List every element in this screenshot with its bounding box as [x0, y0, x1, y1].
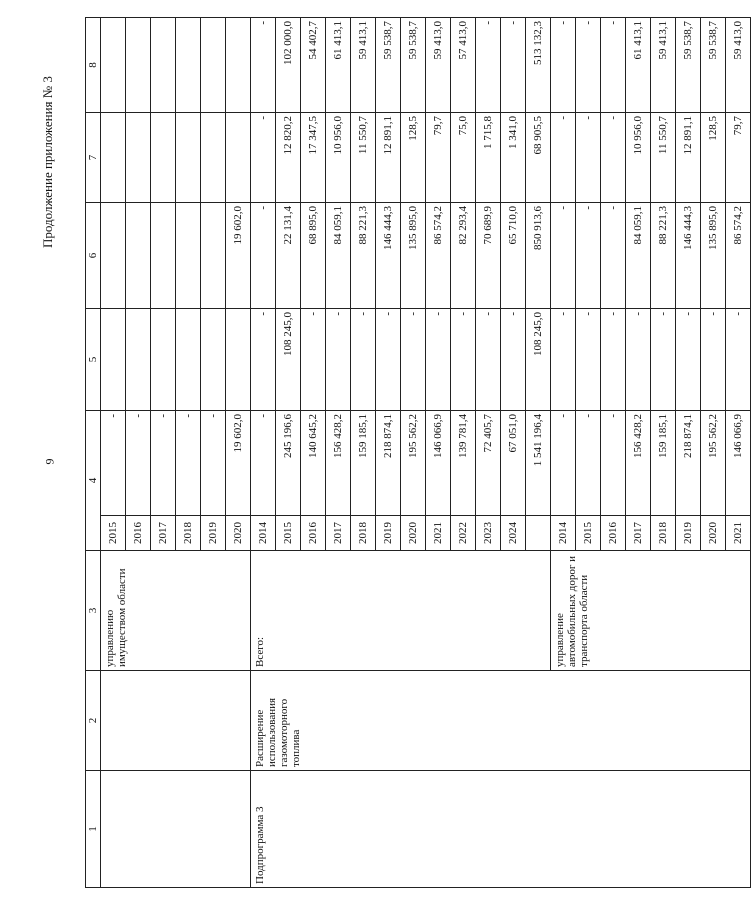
total-amount-cell: 245 196,6	[276, 411, 301, 516]
local-budget-cell: 79,7	[726, 113, 751, 203]
year-cell: 2019	[676, 516, 701, 551]
column-number: 7	[86, 113, 101, 203]
other-sources-cell: -	[476, 18, 501, 113]
federal-budget-cell: -	[426, 309, 451, 411]
column-number: 8	[86, 18, 101, 113]
other-sources-cell: 61 413,1	[626, 18, 651, 113]
year-cell: 2015	[576, 516, 601, 551]
year-cell: 2015	[276, 516, 301, 551]
local-budget-cell: 68 905,5	[526, 113, 551, 203]
total-amount-cell: 146 066,9	[426, 411, 451, 516]
federal-budget-cell: -	[726, 309, 751, 411]
year-cell: 2019	[376, 516, 401, 551]
local-budget-cell: -	[551, 113, 576, 203]
column-number-row	[86, 18, 101, 888]
regional-budget-cell: 88 221,3	[651, 203, 676, 309]
total-amount-cell: -	[551, 411, 576, 516]
federal-budget-cell: -	[601, 309, 626, 411]
federal-budget-cell	[176, 309, 201, 411]
other-sources-cell: 61 413,1	[326, 18, 351, 113]
other-sources-cell: 59 538,7	[401, 18, 426, 113]
federal-budget-cell	[101, 309, 126, 411]
subprogram-cell: Подпрограмма 3	[251, 771, 751, 888]
regional-budget-cell	[176, 203, 201, 309]
regional-budget-cell: -	[601, 203, 626, 309]
federal-budget-cell: -	[301, 309, 326, 411]
year-cell: 2015	[101, 516, 126, 551]
total-amount-cell: 1 541 196,4	[526, 411, 551, 516]
other-sources-cell	[101, 18, 126, 113]
other-sources-cell: -	[576, 18, 601, 113]
other-sources-cell: -	[551, 18, 576, 113]
program-funding-table	[85, 17, 751, 888]
regional-budget-cell: 86 574,2	[726, 203, 751, 309]
other-sources-cell: -	[251, 18, 276, 113]
total-label-cell: Всего:	[251, 551, 551, 671]
local-budget-cell	[126, 113, 151, 203]
regional-budget-cell: 70 689,9	[476, 203, 501, 309]
responsible-cell: управлению имуществом области	[101, 551, 251, 671]
local-budget-cell: 10 956,0	[326, 113, 351, 203]
local-budget-cell	[151, 113, 176, 203]
other-sources-cell: -	[601, 18, 626, 113]
local-budget-cell: 11 550,7	[351, 113, 376, 203]
subprogram-name-cell: Расширение использования газомоторного топлива	[251, 671, 751, 771]
total-amount-cell: 139 781,4	[451, 411, 476, 516]
local-budget-cell	[226, 113, 251, 203]
page-number: 9	[42, 458, 57, 465]
other-sources-cell: 54 402,7	[301, 18, 326, 113]
total-amount-cell: 146 066,9	[726, 411, 751, 516]
year-cell: 2017	[626, 516, 651, 551]
regional-budget-cell	[101, 203, 126, 309]
responsible-cell: управление автомобильных дорог и транспорта области	[551, 551, 751, 671]
regional-budget-cell: 65 710,0	[501, 203, 526, 309]
federal-budget-cell	[151, 309, 176, 411]
other-sources-cell	[226, 18, 251, 113]
other-sources-cell: 59 538,7	[676, 18, 701, 113]
federal-budget-cell: 108 245,0	[276, 309, 301, 411]
regional-budget-cell: 146 444,3	[676, 203, 701, 309]
federal-budget-cell: -	[701, 309, 726, 411]
federal-budget-cell	[126, 309, 151, 411]
column-number: 1	[86, 771, 101, 888]
year-cell: 2016	[126, 516, 151, 551]
local-budget-cell: -	[576, 113, 601, 203]
regional-budget-cell: 84 059,1	[626, 203, 651, 309]
federal-budget-cell: -	[651, 309, 676, 411]
other-sources-cell: 513 132,3	[526, 18, 551, 113]
other-sources-cell: 59 413,1	[351, 18, 376, 113]
local-budget-cell: 1 341,0	[501, 113, 526, 203]
other-sources-cell	[126, 18, 151, 113]
local-budget-cell: 17 347,5	[301, 113, 326, 203]
local-budget-cell: 75,0	[451, 113, 476, 203]
other-sources-cell: 57 413,0	[451, 18, 476, 113]
table-row	[101, 18, 126, 888]
federal-budget-cell: -	[551, 309, 576, 411]
year-cell: 2018	[651, 516, 676, 551]
regional-budget-cell: -	[551, 203, 576, 309]
year-cell: 2020	[401, 516, 426, 551]
table-row	[251, 18, 276, 888]
column-number: 6	[86, 203, 101, 309]
federal-budget-cell: -	[576, 309, 601, 411]
appendix-caption: Продолжение приложения № 3	[40, 76, 55, 248]
other-sources-cell	[151, 18, 176, 113]
federal-budget-cell: -	[376, 309, 401, 411]
total-amount-cell: 67 051,0	[501, 411, 526, 516]
other-sources-cell	[176, 18, 201, 113]
total-amount-cell: 156 428,2	[626, 411, 651, 516]
year-cell: 2024	[501, 516, 526, 551]
total-amount-cell: 218 874,1	[676, 411, 701, 516]
local-budget-cell: 12 891,1	[376, 113, 401, 203]
year-cell: 2023	[476, 516, 501, 551]
column-number: 5	[86, 309, 101, 411]
regional-budget-cell	[151, 203, 176, 309]
regional-budget-cell	[201, 203, 226, 309]
column-number: 4	[86, 411, 101, 551]
measure-name-cell	[101, 671, 251, 771]
rotated-document-table	[85, 18, 744, 888]
year-cell: 2021	[726, 516, 751, 551]
local-budget-cell: 11 550,7	[651, 113, 676, 203]
total-amount-cell: 140 645,2	[301, 411, 326, 516]
local-budget-cell: 79,7	[426, 113, 451, 203]
regional-budget-cell: 135 895,0	[401, 203, 426, 309]
local-budget-cell: 10 956,0	[626, 113, 651, 203]
other-sources-cell: -	[501, 18, 526, 113]
total-amount-cell: -	[576, 411, 601, 516]
regional-budget-cell: 88 221,3	[351, 203, 376, 309]
total-amount-cell: 195 562,2	[401, 411, 426, 516]
local-budget-cell: 128,5	[701, 113, 726, 203]
federal-budget-cell	[226, 309, 251, 411]
total-amount-cell: -	[176, 411, 201, 516]
year-cell: 2022	[451, 516, 476, 551]
federal-budget-cell: -	[351, 309, 376, 411]
total-amount-cell: -	[251, 411, 276, 516]
local-budget-cell: 1 715,8	[476, 113, 501, 203]
total-amount-cell: 156 428,2	[326, 411, 351, 516]
local-budget-cell	[176, 113, 201, 203]
federal-budget-cell: -	[501, 309, 526, 411]
regional-budget-cell	[126, 203, 151, 309]
year-cell: 2018	[351, 516, 376, 551]
total-amount-cell: 159 185,1	[351, 411, 376, 516]
regional-budget-cell: 146 444,3	[376, 203, 401, 309]
other-sources-cell: 59 538,7	[701, 18, 726, 113]
year-cell: 2014	[251, 516, 276, 551]
year-cell: 2019	[201, 516, 226, 551]
year-cell: 2016	[601, 516, 626, 551]
other-sources-cell: 102 000,0	[276, 18, 301, 113]
local-budget-cell: 128,5	[401, 113, 426, 203]
local-budget-cell: -	[251, 113, 276, 203]
regional-budget-cell: 68 895,0	[301, 203, 326, 309]
column-number: 3	[86, 551, 101, 671]
year-cell: 2021	[426, 516, 451, 551]
federal-budget-cell: -	[451, 309, 476, 411]
regional-budget-cell: -	[576, 203, 601, 309]
program-cell	[101, 771, 251, 888]
federal-budget-cell: 108 245,0	[526, 309, 551, 411]
regional-budget-cell: -	[251, 203, 276, 309]
federal-budget-cell: -	[676, 309, 701, 411]
regional-budget-cell: 82 293,4	[451, 203, 476, 309]
year-cell: 2020	[701, 516, 726, 551]
total-amount-cell: 19 602,0	[226, 411, 251, 516]
total-amount-cell: 195 562,2	[701, 411, 726, 516]
regional-budget-cell: 22 131,4	[276, 203, 301, 309]
year-cell: 2020	[226, 516, 251, 551]
regional-budget-cell: 86 574,2	[426, 203, 451, 309]
other-sources-cell: 59 413,0	[426, 18, 451, 113]
year-cell: 2014	[551, 516, 576, 551]
table-body	[86, 18, 751, 888]
local-budget-cell: 12 891,1	[676, 113, 701, 203]
total-amount-cell: -	[601, 411, 626, 516]
total-amount-cell: 159 185,1	[651, 411, 676, 516]
year-cell: 2016	[301, 516, 326, 551]
total-amount-cell: 72 405,7	[476, 411, 501, 516]
total-amount-cell: -	[201, 411, 226, 516]
federal-budget-cell: -	[251, 309, 276, 411]
regional-budget-cell: 135 895,0	[701, 203, 726, 309]
local-budget-cell	[201, 113, 226, 203]
federal-budget-cell: -	[326, 309, 351, 411]
other-sources-cell: 59 538,7	[376, 18, 401, 113]
total-amount-cell: -	[151, 411, 176, 516]
local-budget-cell	[101, 113, 126, 203]
total-amount-cell: -	[126, 411, 151, 516]
federal-budget-cell	[201, 309, 226, 411]
local-budget-cell: 12 820,2	[276, 113, 301, 203]
regional-budget-cell: 850 913,6	[526, 203, 551, 309]
other-sources-cell	[201, 18, 226, 113]
other-sources-cell: 59 413,0	[726, 18, 751, 113]
local-budget-cell: -	[601, 113, 626, 203]
federal-budget-cell: -	[626, 309, 651, 411]
total-amount-cell: 218 874,1	[376, 411, 401, 516]
total-amount-cell: -	[101, 411, 126, 516]
year-cell	[526, 516, 551, 551]
year-cell: 2017	[151, 516, 176, 551]
regional-budget-cell: 84 059,1	[326, 203, 351, 309]
column-number: 2	[86, 671, 101, 771]
federal-budget-cell: -	[401, 309, 426, 411]
year-cell: 2018	[176, 516, 201, 551]
regional-budget-cell: 19 602,0	[226, 203, 251, 309]
year-cell: 2017	[326, 516, 351, 551]
other-sources-cell: 59 413,1	[651, 18, 676, 113]
federal-budget-cell: -	[476, 309, 501, 411]
